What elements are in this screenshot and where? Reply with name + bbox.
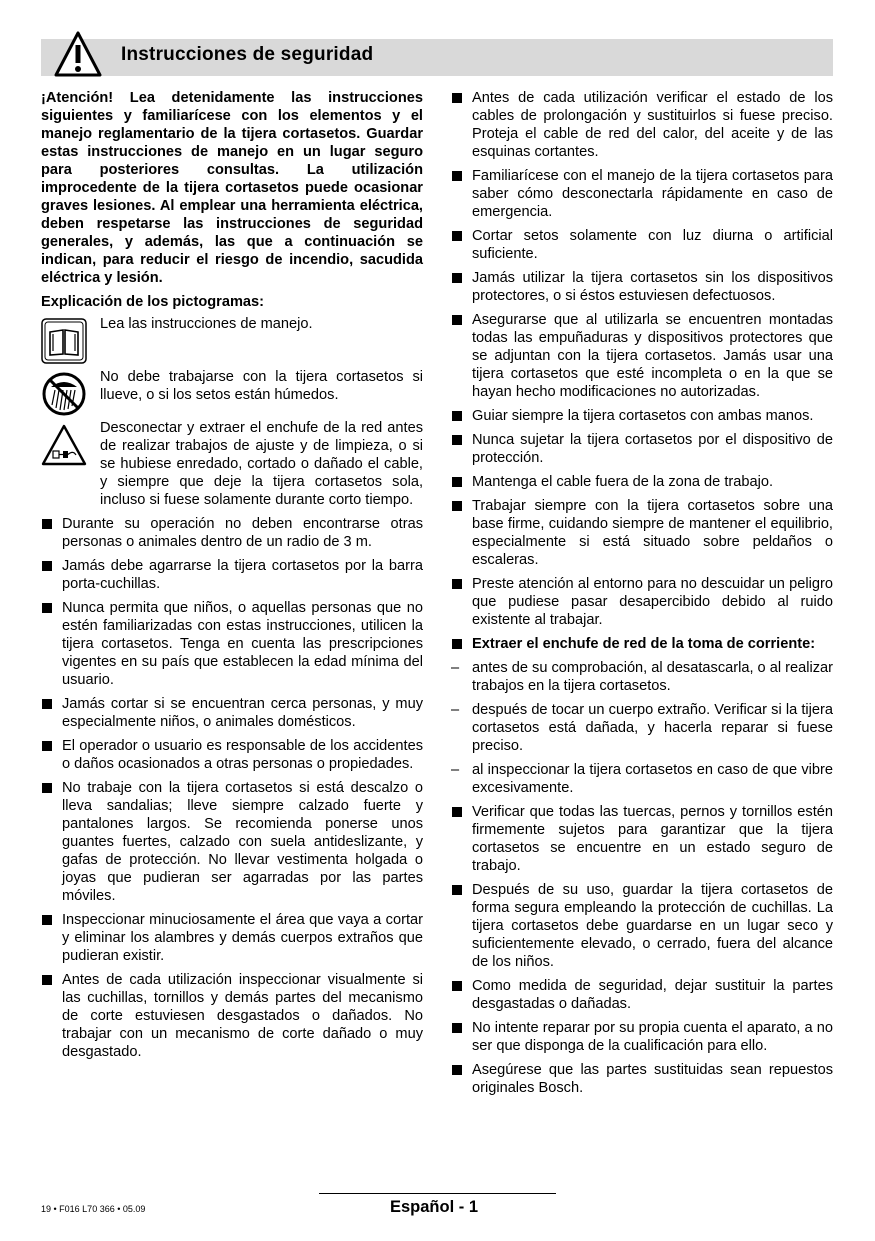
dash-item: – antes de su comprobación, al desatascarla, o al realizar trabajos en la tijera cortasetos.	[451, 659, 833, 695]
pictogram-heading: Explicación de los pictogramas:	[41, 294, 265, 310]
list-item: Antes de cada utilización verificar el estado de los cables de prolongación y sustituirlos si fuese preciso. Proteja el cable de red del calor, del aceite y de las esquinas cortantes.	[451, 89, 833, 161]
list-item: Asegurarse que al utilizarla se encuentren montadas todas las empuñaduras y dispositivos protectores que se adjuntan con la tijera cortasetos. Jamás usar una tijera cortasetos que esté incompleta o en la que se hayan hecho modificaciones no autorizadas.	[451, 311, 833, 401]
list-item: Cortar setos solamente con luz diurna o artificial suficiente.	[451, 227, 833, 263]
intro-warning: ¡Atención! Lea detenidamente las instrucciones siguientes y familiarícese con los elementos y el manejo reglamentario de la tijera cortasetos. Guardar estas instrucciones de manejo en un lugar seguro para posteriores consultas. La utilización improcedente de la tijera cortasetos puede ocasionar graves lesiones. Al emplear una herramienta eléctrica, deben respetarse las instrucciones de seguridad generales, y además, las que a continuación se indican, para reducir el riesgo de incendio, sacudida eléctrica y lesión.	[41, 90, 423, 286]
list-item: No trabaje con la tijera cortasetos si está descalzo o lleva sandalias; lleve siempre calzado fuerte y pantalones largos. Se recomienda ponerse unos guantes fuertes, calzado con suela antideslizante, y gafas de protección. No llevar vestimenta holgada o joyas que pudieran ser agarradas por las partes móviles.	[41, 779, 423, 905]
document-code: 19 • F016 L70 366 • 05.09	[41, 1204, 146, 1214]
list-item: Preste atención al entorno para no descuidar un peligro que pudiese pasar desapercibido debido al ruido existente al trabajar.	[451, 575, 833, 629]
list-item: Trabajar siempre con la tijera cortasetos sobre una base firme, cuidando siempre de mantener el equilibrio, especialmente si está situado sobre peldaños o escaleras.	[451, 497, 833, 569]
warning-triangle-icon	[53, 30, 103, 78]
list-item: Durante su operación no deben encontrarse otras personas o animales dentro de un radio de 3 m.	[41, 515, 423, 551]
list-item: Mantenga el cable fuera de la zona de trabajo.	[451, 473, 833, 491]
pictogram-no-rain	[41, 368, 423, 416]
list-item: Familiarícese con el manejo de la tijera cortasetos para saber cómo desconectarla rápidamente en caso de emergencia.	[451, 167, 833, 221]
left-column	[41, 89, 423, 1067]
list-item: Nunca permita que niños, o aquellas personas que no estén familiarizadas con estas instrucciones, utilicen la tijera cortasetos. Tenga en cuenta las prescripciones vigentes en su país que establecen la edad mínima del usuario.	[41, 599, 423, 689]
pictogram-text: Lea las instrucciones de manejo.	[100, 316, 313, 332]
list-item: Jamás cortar si se encuentran cerca personas, y muy especialmente niños, o animales domésticos.	[41, 695, 423, 731]
page-number: Español - 1	[390, 1198, 479, 1216]
list-item: Después de su uso, guardar la tijera cortasetos de forma segura empleando la protección de cuchillas. La tijera cortasetos debe guardarse en un lugar seco y suficientemente elevado, o cerrado, fuera del alcance de los niños.	[451, 881, 833, 971]
list-item: Asegúrese que las partes sustituidas sean repuestos originales Bosch.	[451, 1061, 833, 1097]
list-item: El operador o usuario es responsable de los accidentes o daños ocasionados a otras personas o propiedades.	[41, 737, 423, 773]
list-item: Inspeccionar minuciosamente el área que vaya a cortar y eliminar los alambres y demás cuerpos extraños que pudieran existir.	[41, 911, 423, 965]
footer-divider	[319, 1193, 556, 1194]
right-column	[451, 89, 833, 1103]
list-item: Verificar que todas las tuercas, pernos y tornillos estén firmemente sujetos para garantizar que la tijera cortasetos se encuentre en un estado seguro de trabajo.	[451, 803, 833, 875]
read-manual-icon	[41, 318, 87, 364]
unplug-warning-icon	[41, 422, 87, 468]
list-item: Jamás utilizar la tijera cortasetos sin los dispositivos protectores, o si éstos estuviesen defectuosos.	[451, 269, 833, 305]
dash-item: – al inspeccionar la tijera cortasetos en caso de que vibre excesivamente.	[451, 761, 833, 797]
list-item: No intente reparar por su propia cuenta el aparato, a no ser que disponga de la cualificación para ello.	[451, 1019, 833, 1055]
pictogram-text: Desconectar y extraer el enchufe de la red antes de realizar trabajos de ajuste y de limpieza, o si se hubiese enredado, cortado o dañado el cable, y siempre que deje la tijera cortasetos sola, incluso si fuese solamente durante corto tiempo.	[100, 420, 423, 508]
list-item: Nunca sujetar la tijera cortasetos por el dispositivo de protección.	[451, 431, 833, 467]
pictogram-text: No debe trabajarse con la tijera cortasetos si llueve, o si los setos están húmedos.	[100, 369, 423, 403]
pictogram-unplug	[41, 419, 423, 509]
list-item: Como medida de seguridad, dejar sustituir la partes desgastadas o dañadas.	[451, 977, 833, 1013]
list-item: Guiar siempre la tijera cortasetos con ambas manos.	[451, 407, 833, 425]
dash-item: – después de tocar un cuerpo extraño. Verificar si la tijera cortasetos está dañada, y hacerla reparar si fuese preciso.	[451, 701, 833, 755]
no-rain-icon	[41, 371, 87, 417]
list-item: Antes de cada utilización inspeccionar visualmente si las cuchillas, tornillos y demás partes del mecanismo de corte estuviesen desgastados o dañados. No trabajar con un mecanismo de corte dañado o muy desgastado.	[41, 971, 423, 1061]
unplug-heading: Extraer el enchufe de red de la toma de corriente:	[451, 635, 833, 653]
pictogram-read-manual	[41, 315, 423, 363]
list-item: Jamás debe agarrarse la tijera cortasetos por la barra porta-cuchillas.	[41, 557, 423, 593]
page-title: Instrucciones de seguridad	[121, 44, 374, 65]
